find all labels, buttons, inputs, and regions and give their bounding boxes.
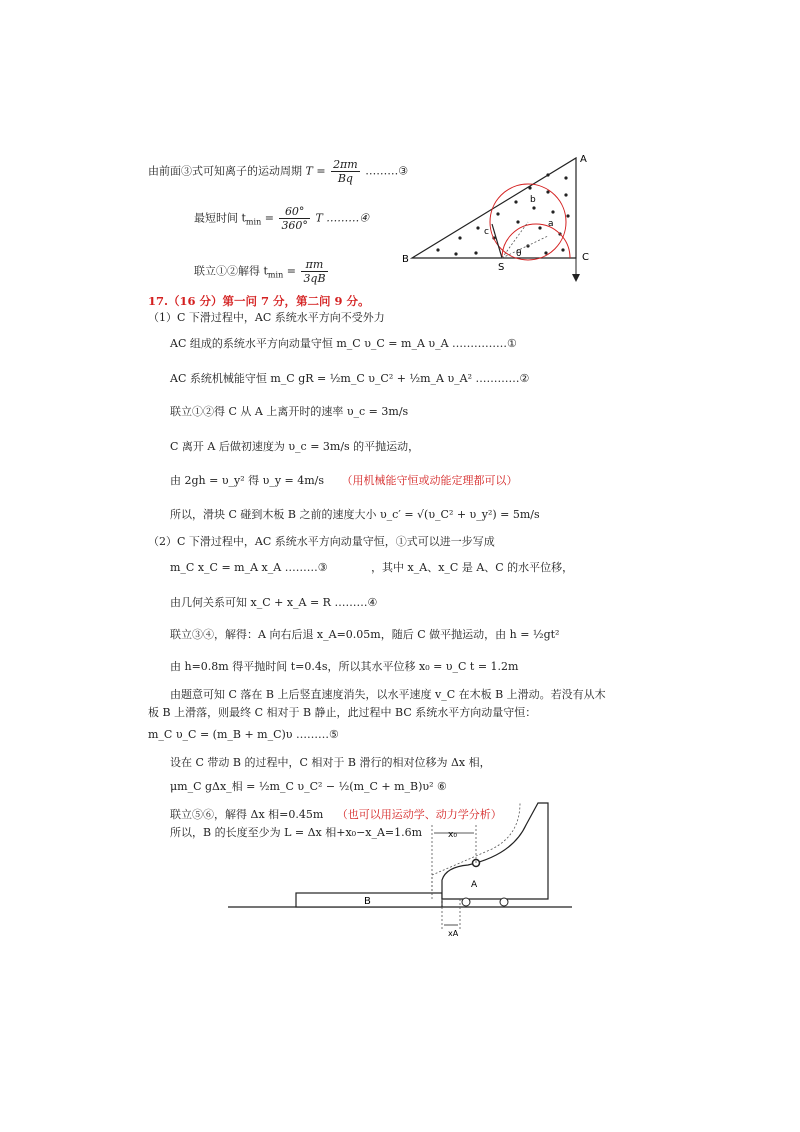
- p1-line-2: AC 系统机械能守恒 m_C gR = ½m_C υ_C² + ½m_A υ_A² …………②: [170, 372, 530, 385]
- label-x0: x₀: [448, 830, 457, 840]
- solve-min-eq: =: [286, 264, 296, 278]
- trajectory-arc-small: [502, 224, 570, 258]
- p2-line-5: 由题意可知 C 落在 B 上后竖直速度消失，以水平速度 v_C 在木板 B 上滑动。若没有从木: [170, 688, 606, 701]
- p2-line-7: m_C υ_C = (m_B + m_C)υ ………⑤: [148, 728, 339, 741]
- velocity-arrow: [492, 224, 502, 258]
- p2-line-1: [170, 561, 573, 575]
- solve-min-text: 联立①②解得 t: [194, 264, 268, 278]
- period-fraction: [331, 158, 360, 185]
- min-time-den: 360°: [281, 219, 308, 232]
- period-line: [148, 158, 408, 185]
- solve-min-sub: min: [267, 270, 284, 280]
- min-time-eq: =: [264, 211, 274, 225]
- solve-min-fraction: [301, 258, 327, 285]
- wheel-left: [462, 898, 470, 906]
- p1-line-4: C 离开 A 后做初速度为 υ_c = 3m/s 的平抛运动，: [170, 440, 420, 453]
- min-time-text: 最短时间 t: [194, 211, 246, 225]
- p1-line-5-eq: 由 2gh = υ_y² 得 υ_y = 4m/s: [170, 474, 325, 487]
- p2-line-3: 联立③④，解得：A 向右后退 x_A=0.05m，随后 C 做平抛运动，由 h = ½gt²: [170, 628, 560, 641]
- label-c: c: [484, 227, 489, 237]
- solve-min-den: 3qB: [303, 272, 326, 285]
- min-time-sub: min: [245, 217, 262, 227]
- min-time-num: 60°: [279, 205, 310, 219]
- period-den: Bq: [337, 172, 353, 185]
- solve-min-line: [194, 258, 330, 285]
- board-slope-diagram: [220, 795, 580, 945]
- period-num: 2πm: [333, 158, 358, 171]
- p2-line-9: μm_C gΔx_相 = ½m_C υ_C² − ½(m_C + m_B)υ² ⑥: [170, 780, 447, 793]
- wheel-right: [500, 898, 508, 906]
- p2-line-11: 所以，B 的长度至少为 L = Δx 相+x₀−x_A=1.6m: [170, 826, 423, 839]
- p2-line-10-eq: 联立⑤⑥，解得 Δx 相=0.45m: [170, 808, 324, 821]
- label-A: A: [580, 154, 587, 165]
- label-A-bottom: A: [471, 880, 478, 890]
- p2-line-8: 设在 C 带动 B 的过程中，C 相对于 B 滑行的相对位移为 Δx 相，: [170, 756, 491, 769]
- label-xA: xA: [448, 929, 459, 938]
- triangle-field-diagram: [398, 150, 598, 285]
- field-dots: [436, 173, 569, 255]
- period-lhs: T =: [305, 164, 326, 178]
- p2-line-1-eq: m_C x_C = m_A x_A ………③: [170, 561, 328, 574]
- p1-line-5: [170, 474, 518, 488]
- label-C: C: [582, 252, 589, 263]
- p2-line-4: 由 h=0.8m 得平抛时间 t=0.4s，所以其水平位移 x₀ = υ_C t = 1.2m: [170, 660, 519, 673]
- down-arrowhead: [572, 274, 580, 282]
- board-B-label: B: [364, 896, 371, 907]
- min-time-line: [194, 205, 369, 232]
- p2-line-6: 板 B 上滑落，则最终 C 相对于 B 静止，此过程中 BC 系统水平方向动量守恒：: [148, 706, 537, 719]
- block-A-body: [442, 803, 548, 899]
- triangle-outline: [412, 158, 576, 258]
- period-text: 由前面③式可知离子的运动周期: [148, 164, 302, 178]
- p1-intro: （1）C 下滑过程中，AC 系统水平方向不受外力: [148, 311, 385, 324]
- label-theta: θ: [516, 249, 522, 259]
- p1-line-3: 联立①②得 C 从 A 上离开时的速率 υ_c = 3m/s: [170, 405, 409, 418]
- p1-line-5-note: （用机械能守恒或动能定理都可以）: [341, 474, 518, 487]
- p1-line-6: 所以，滑块 C 碰到木板 B 之前的速度大小 υ_c′ = √(υ_C² + υ_y²) = 5m/s: [170, 508, 540, 521]
- label-S: S: [498, 262, 505, 273]
- solve-min-num: πm: [301, 258, 327, 272]
- min-time-fraction: [279, 205, 310, 232]
- p2-line-10-note: （也可以用运动学、动力学分析）: [336, 808, 502, 821]
- min-time-tail: T ………④: [315, 211, 370, 225]
- p2-line-1-tail: ，其中 x_A、x_C 是 A、C 的水平位移，: [371, 561, 574, 574]
- label-a: a: [548, 219, 554, 229]
- p2-line-2: 由几何关系可知 x_C + x_A = R ………④: [170, 596, 378, 609]
- p1-line-1: AC 组成的系统水平方向动量守恒 m_C υ_C = m_A υ_A ……………①: [170, 337, 517, 350]
- label-b: b: [530, 195, 536, 205]
- period-tag: ………③: [365, 164, 409, 178]
- p2-intro: （2）C 下滑过程中，AC 系统水平方向动量守恒，①式可以进一步写成: [148, 535, 495, 548]
- q17-header: 17.（16 分）第一问 7 分，第二问 9 分。: [148, 294, 370, 308]
- label-B: B: [402, 254, 409, 265]
